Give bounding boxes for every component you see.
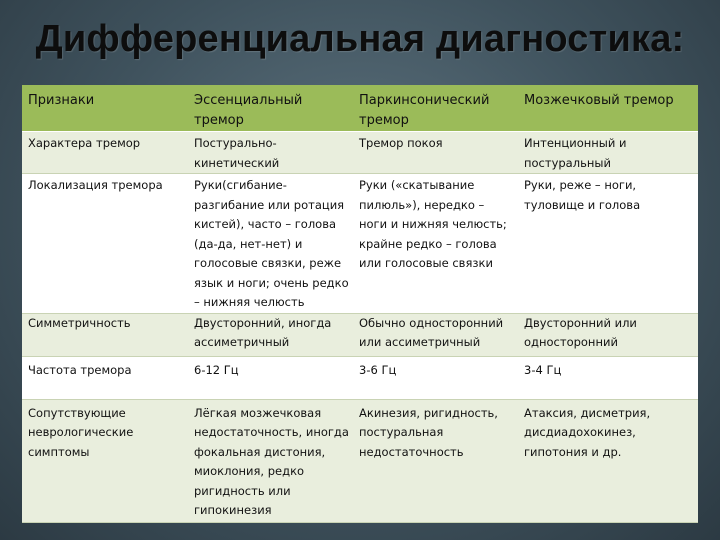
header-feature: Признаки xyxy=(22,85,188,132)
cell-essential: 6-12 Гц xyxy=(188,356,353,399)
slide-title: Дифференциальная диагностика: xyxy=(35,18,685,60)
table-row xyxy=(22,399,698,522)
cell-essential: Руки(сгибание-разгибание или ротация кистей), часто – голова (да-да, нет-нет) и голосовые связки, реже язык и ноги; очень редко – нижняя челюсть xyxy=(188,174,353,314)
cell-parkinsonian: Акинезия, ригидность, постуральная недостаточность xyxy=(353,399,518,522)
cell-cerebellar: Руки, реже – ноги, туловище и голова xyxy=(518,174,698,314)
header-essential: Эссенциальный тремор xyxy=(188,85,353,132)
differential-diagnosis-table xyxy=(22,85,698,523)
header-parkinsonian: Паркинсонический тремор xyxy=(353,85,518,132)
cell-feature: Симметричность xyxy=(22,313,188,356)
cell-cerebellar: Атаксия, дисметрия, дисдиадохокинез, гипотония и др. xyxy=(518,399,698,522)
cell-parkinsonian: 3-6 Гц xyxy=(353,356,518,399)
cell-parkinsonian: Руки («скатывание пилюль»), нередко – ноги и нижняя челюсть; крайне редко – голова или голосовые связки xyxy=(353,174,518,314)
cell-essential: Постурально-кинетический xyxy=(188,132,353,174)
table-row xyxy=(22,174,698,314)
cell-feature: Локализация тремора xyxy=(22,174,188,314)
cell-essential: Двусторонний, иногда ассиметричный xyxy=(188,313,353,356)
cell-feature: Частота тремора xyxy=(22,356,188,399)
cell-parkinsonian: Тремор покоя xyxy=(353,132,518,174)
cell-cerebellar: 3-4 Гц xyxy=(518,356,698,399)
table-header-row xyxy=(22,85,698,132)
table-row xyxy=(22,356,698,399)
cell-feature: Характера тремор xyxy=(22,132,188,174)
cell-essential: Лёгкая мозжечковая недостаточность, иногда фокальная дистония, миоклония, редко ригидность или гипокинезия xyxy=(188,399,353,522)
cell-cerebellar: Двусторонний или односторонний xyxy=(518,313,698,356)
cell-parkinsonian: Обычно односторонний или ассиметричный xyxy=(353,313,518,356)
cell-feature: Сопутствующие неврологические симптомы xyxy=(22,399,188,522)
header-cerebellar: Мозжечковый тремор xyxy=(518,85,698,132)
table-row xyxy=(22,313,698,356)
table-row xyxy=(22,132,698,174)
cell-cerebellar: Интенционный и постуральный xyxy=(518,132,698,174)
